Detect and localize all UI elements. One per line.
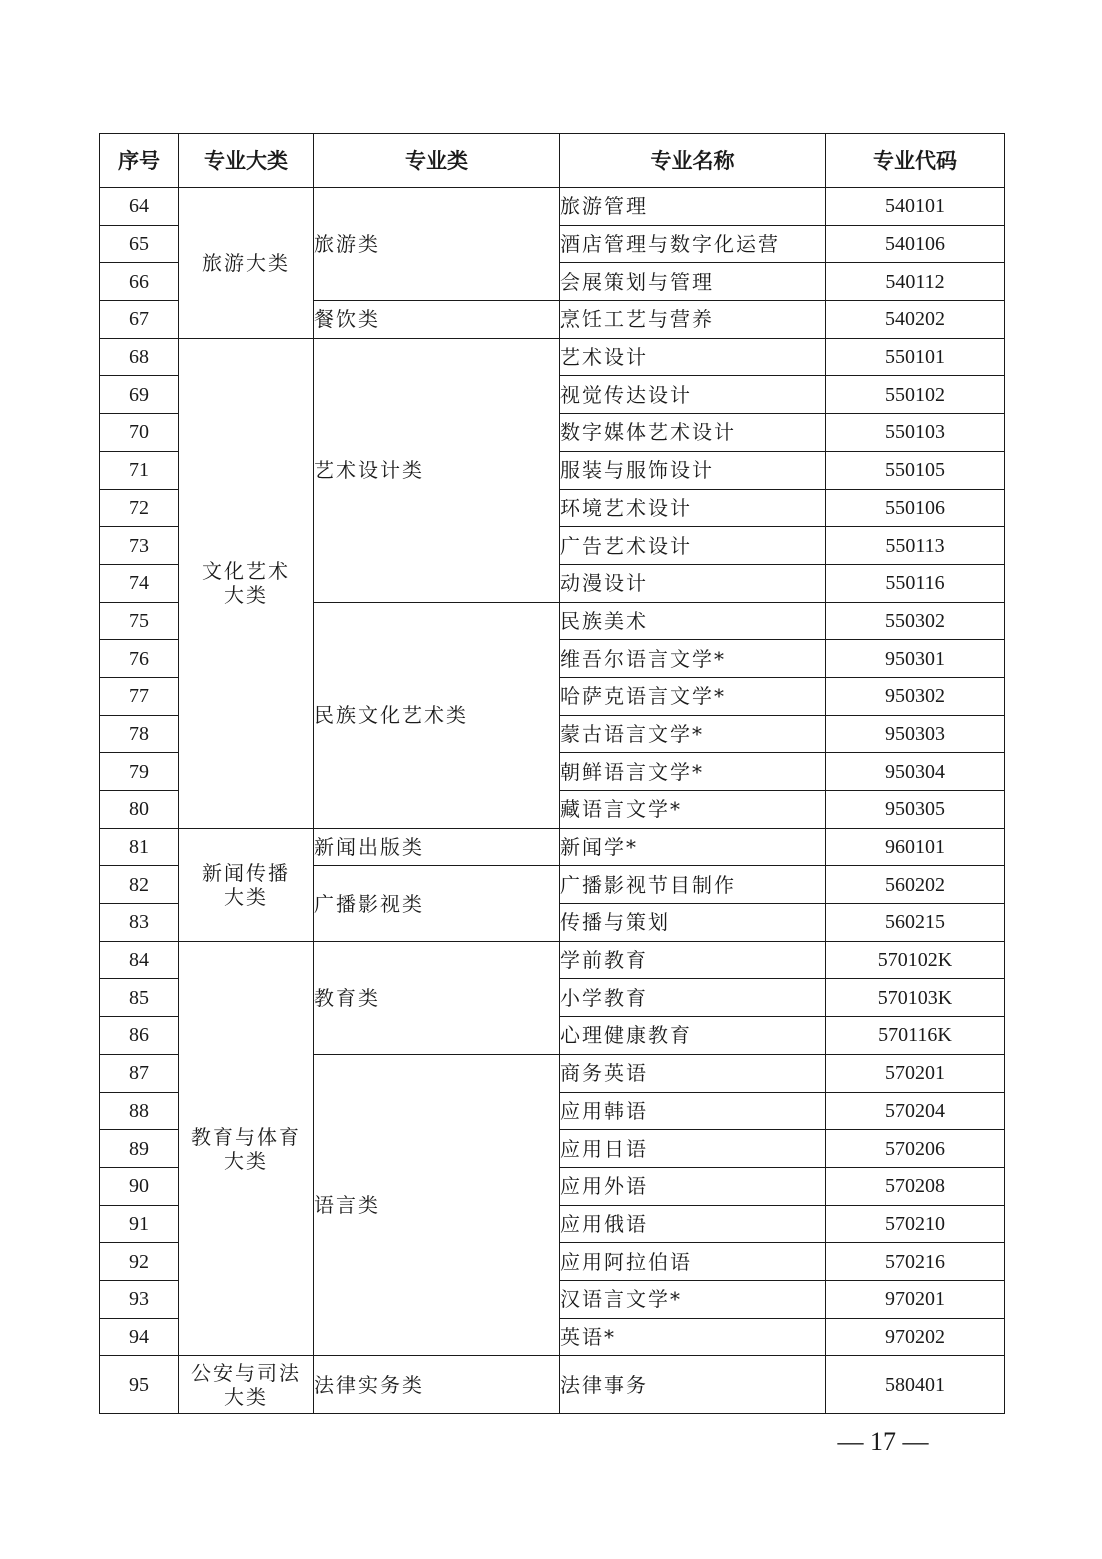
- category-cell: 新闻出版类: [314, 828, 560, 866]
- major-code-cell: 950302: [826, 677, 1005, 715]
- category-cell: 民族文化艺术类: [314, 602, 560, 828]
- major-name-cell: 心理健康教育: [560, 1017, 826, 1055]
- seq-cell: 72: [100, 489, 179, 527]
- seq-cell: 85: [100, 979, 179, 1017]
- seq-cell: 90: [100, 1167, 179, 1205]
- major-name-cell: 应用阿拉伯语: [560, 1243, 826, 1281]
- major-code-cell: 550103: [826, 414, 1005, 452]
- majors-table: [99, 133, 1005, 1414]
- major-name-cell: 朝鲜语言文学*: [560, 753, 826, 791]
- table-row: [100, 828, 1005, 866]
- major-code-cell: 950301: [826, 640, 1005, 678]
- seq-cell: 67: [100, 301, 179, 339]
- seq-cell: 76: [100, 640, 179, 678]
- seq-cell: 70: [100, 414, 179, 452]
- header-row: [100, 134, 1005, 188]
- major-name-cell: 学前教育: [560, 941, 826, 979]
- major-name-cell: 数字媒体艺术设计: [560, 414, 826, 452]
- major-category-cell: [179, 941, 314, 1356]
- category-cell: 语言类: [314, 1054, 560, 1356]
- seq-cell: 81: [100, 828, 179, 866]
- header-category: 专业类: [314, 134, 560, 188]
- category-cell: 法律实务类: [314, 1356, 560, 1414]
- category-cell: 教育类: [314, 941, 560, 1054]
- header-major-code: 专业代码: [826, 134, 1005, 188]
- major-category-line: 新闻传播: [202, 860, 290, 885]
- major-code-cell: 550101: [826, 338, 1005, 376]
- seq-cell: 92: [100, 1243, 179, 1281]
- seq-cell: 83: [100, 904, 179, 942]
- major-code-cell: 570201: [826, 1054, 1005, 1092]
- major-name-cell: 广播影视节目制作: [560, 866, 826, 904]
- seq-cell: 93: [100, 1280, 179, 1318]
- major-name-cell: 法律事务: [560, 1356, 826, 1414]
- major-code-cell: 950305: [826, 791, 1005, 829]
- major-category-line: 公安与司法: [191, 1360, 301, 1385]
- seq-cell: 69: [100, 376, 179, 414]
- major-code-cell: 550105: [826, 451, 1005, 489]
- category-cell: 餐饮类: [314, 301, 560, 339]
- seq-cell: 89: [100, 1130, 179, 1168]
- major-code-cell: 540112: [826, 263, 1005, 301]
- major-code-cell: 540101: [826, 188, 1005, 226]
- major-name-cell: 广告艺术设计: [560, 527, 826, 565]
- major-category-line: 大类: [224, 1148, 268, 1173]
- seq-cell: 73: [100, 527, 179, 565]
- seq-cell: 78: [100, 715, 179, 753]
- major-name-cell: 维吾尔语言文学*: [560, 640, 826, 678]
- major-name-cell: 烹饪工艺与营养: [560, 301, 826, 339]
- major-name-cell: 酒店管理与数字化运营: [560, 225, 826, 263]
- seq-cell: 77: [100, 677, 179, 715]
- major-name-cell: 哈萨克语言文学*: [560, 677, 826, 715]
- header-major-name: 专业名称: [560, 134, 826, 188]
- table-row: [100, 338, 1005, 376]
- major-code-cell: 570210: [826, 1205, 1005, 1243]
- header-major-category: 专业大类: [179, 134, 314, 188]
- major-name-cell: 应用外语: [560, 1167, 826, 1205]
- major-code-cell: 970201: [826, 1280, 1005, 1318]
- major-category-cell: 旅游大类: [179, 188, 314, 339]
- major-code-cell: 570206: [826, 1130, 1005, 1168]
- major-code-cell: 570103K: [826, 979, 1005, 1017]
- major-code-cell: 550113: [826, 527, 1005, 565]
- major-code-cell: 570208: [826, 1167, 1005, 1205]
- major-name-cell: 旅游管理: [560, 188, 826, 226]
- major-name-cell: 商务英语: [560, 1054, 826, 1092]
- major-name-cell: 蒙古语言文学*: [560, 715, 826, 753]
- seq-cell: 86: [100, 1017, 179, 1055]
- major-code-cell: 950304: [826, 753, 1005, 791]
- major-name-cell: 藏语言文学*: [560, 791, 826, 829]
- major-category-line: 教育与体育: [191, 1124, 301, 1149]
- seq-cell: 95: [100, 1356, 179, 1414]
- table-row: [100, 188, 1005, 226]
- major-code-cell: 540202: [826, 301, 1005, 339]
- header-seq: 序号: [100, 134, 179, 188]
- seq-cell: 79: [100, 753, 179, 791]
- major-category-line: 大类: [224, 583, 268, 608]
- page-number: — 17 —: [837, 1427, 929, 1456]
- seq-cell: 88: [100, 1092, 179, 1130]
- seq-cell: 71: [100, 451, 179, 489]
- category-cell: 旅游类: [314, 188, 560, 301]
- major-category-cell: [179, 1356, 314, 1414]
- major-code-cell: 570116K: [826, 1017, 1005, 1055]
- major-code-cell: 550106: [826, 489, 1005, 527]
- major-code-cell: 580401: [826, 1356, 1005, 1414]
- table-row: [100, 941, 1005, 979]
- major-category-cell: [179, 338, 314, 828]
- major-code-cell: 550116: [826, 564, 1005, 602]
- major-code-cell: 950303: [826, 715, 1005, 753]
- seq-cell: 64: [100, 188, 179, 226]
- major-name-cell: 传播与策划: [560, 904, 826, 942]
- major-name-cell: 英语*: [560, 1318, 826, 1356]
- major-code-cell: 550102: [826, 376, 1005, 414]
- category-cell: 广播影视类: [314, 866, 560, 941]
- major-category-line: 文化艺术: [202, 559, 290, 584]
- seq-cell: 80: [100, 791, 179, 829]
- seq-cell: 74: [100, 564, 179, 602]
- major-code-cell: 570102K: [826, 941, 1005, 979]
- seq-cell: 91: [100, 1205, 179, 1243]
- major-code-cell: 970202: [826, 1318, 1005, 1356]
- major-code-cell: 550302: [826, 602, 1005, 640]
- major-code-cell: 960101: [826, 828, 1005, 866]
- seq-cell: 84: [100, 941, 179, 979]
- major-code-cell: 570204: [826, 1092, 1005, 1130]
- major-name-cell: 小学教育: [560, 979, 826, 1017]
- major-category-line: 大类: [224, 1384, 268, 1409]
- major-name-cell: 动漫设计: [560, 564, 826, 602]
- seq-cell: 87: [100, 1054, 179, 1092]
- major-name-cell: 新闻学*: [560, 828, 826, 866]
- major-name-cell: 视觉传达设计: [560, 376, 826, 414]
- seq-cell: 66: [100, 263, 179, 301]
- major-code-cell: 560202: [826, 866, 1005, 904]
- major-code-cell: 570216: [826, 1243, 1005, 1281]
- major-code-cell: 560215: [826, 904, 1005, 942]
- major-name-cell: 环境艺术设计: [560, 489, 826, 527]
- major-name-cell: 会展策划与管理: [560, 263, 826, 301]
- major-code-cell: 540106: [826, 225, 1005, 263]
- major-name-cell: 汉语言文学*: [560, 1280, 826, 1318]
- major-name-cell: 应用俄语: [560, 1205, 826, 1243]
- major-name-cell: 应用韩语: [560, 1092, 826, 1130]
- major-category-cell: [179, 828, 314, 941]
- major-name-cell: 民族美术: [560, 602, 826, 640]
- seq-cell: 94: [100, 1318, 179, 1356]
- seq-cell: 68: [100, 338, 179, 376]
- category-cell: 艺术设计类: [314, 338, 560, 602]
- major-category-line: 大类: [224, 884, 268, 909]
- major-name-cell: 服装与服饰设计: [560, 451, 826, 489]
- seq-cell: 82: [100, 866, 179, 904]
- major-name-cell: 艺术设计: [560, 338, 826, 376]
- major-name-cell: 应用日语: [560, 1130, 826, 1168]
- seq-cell: 65: [100, 225, 179, 263]
- table-row: [100, 1356, 1005, 1414]
- seq-cell: 75: [100, 602, 179, 640]
